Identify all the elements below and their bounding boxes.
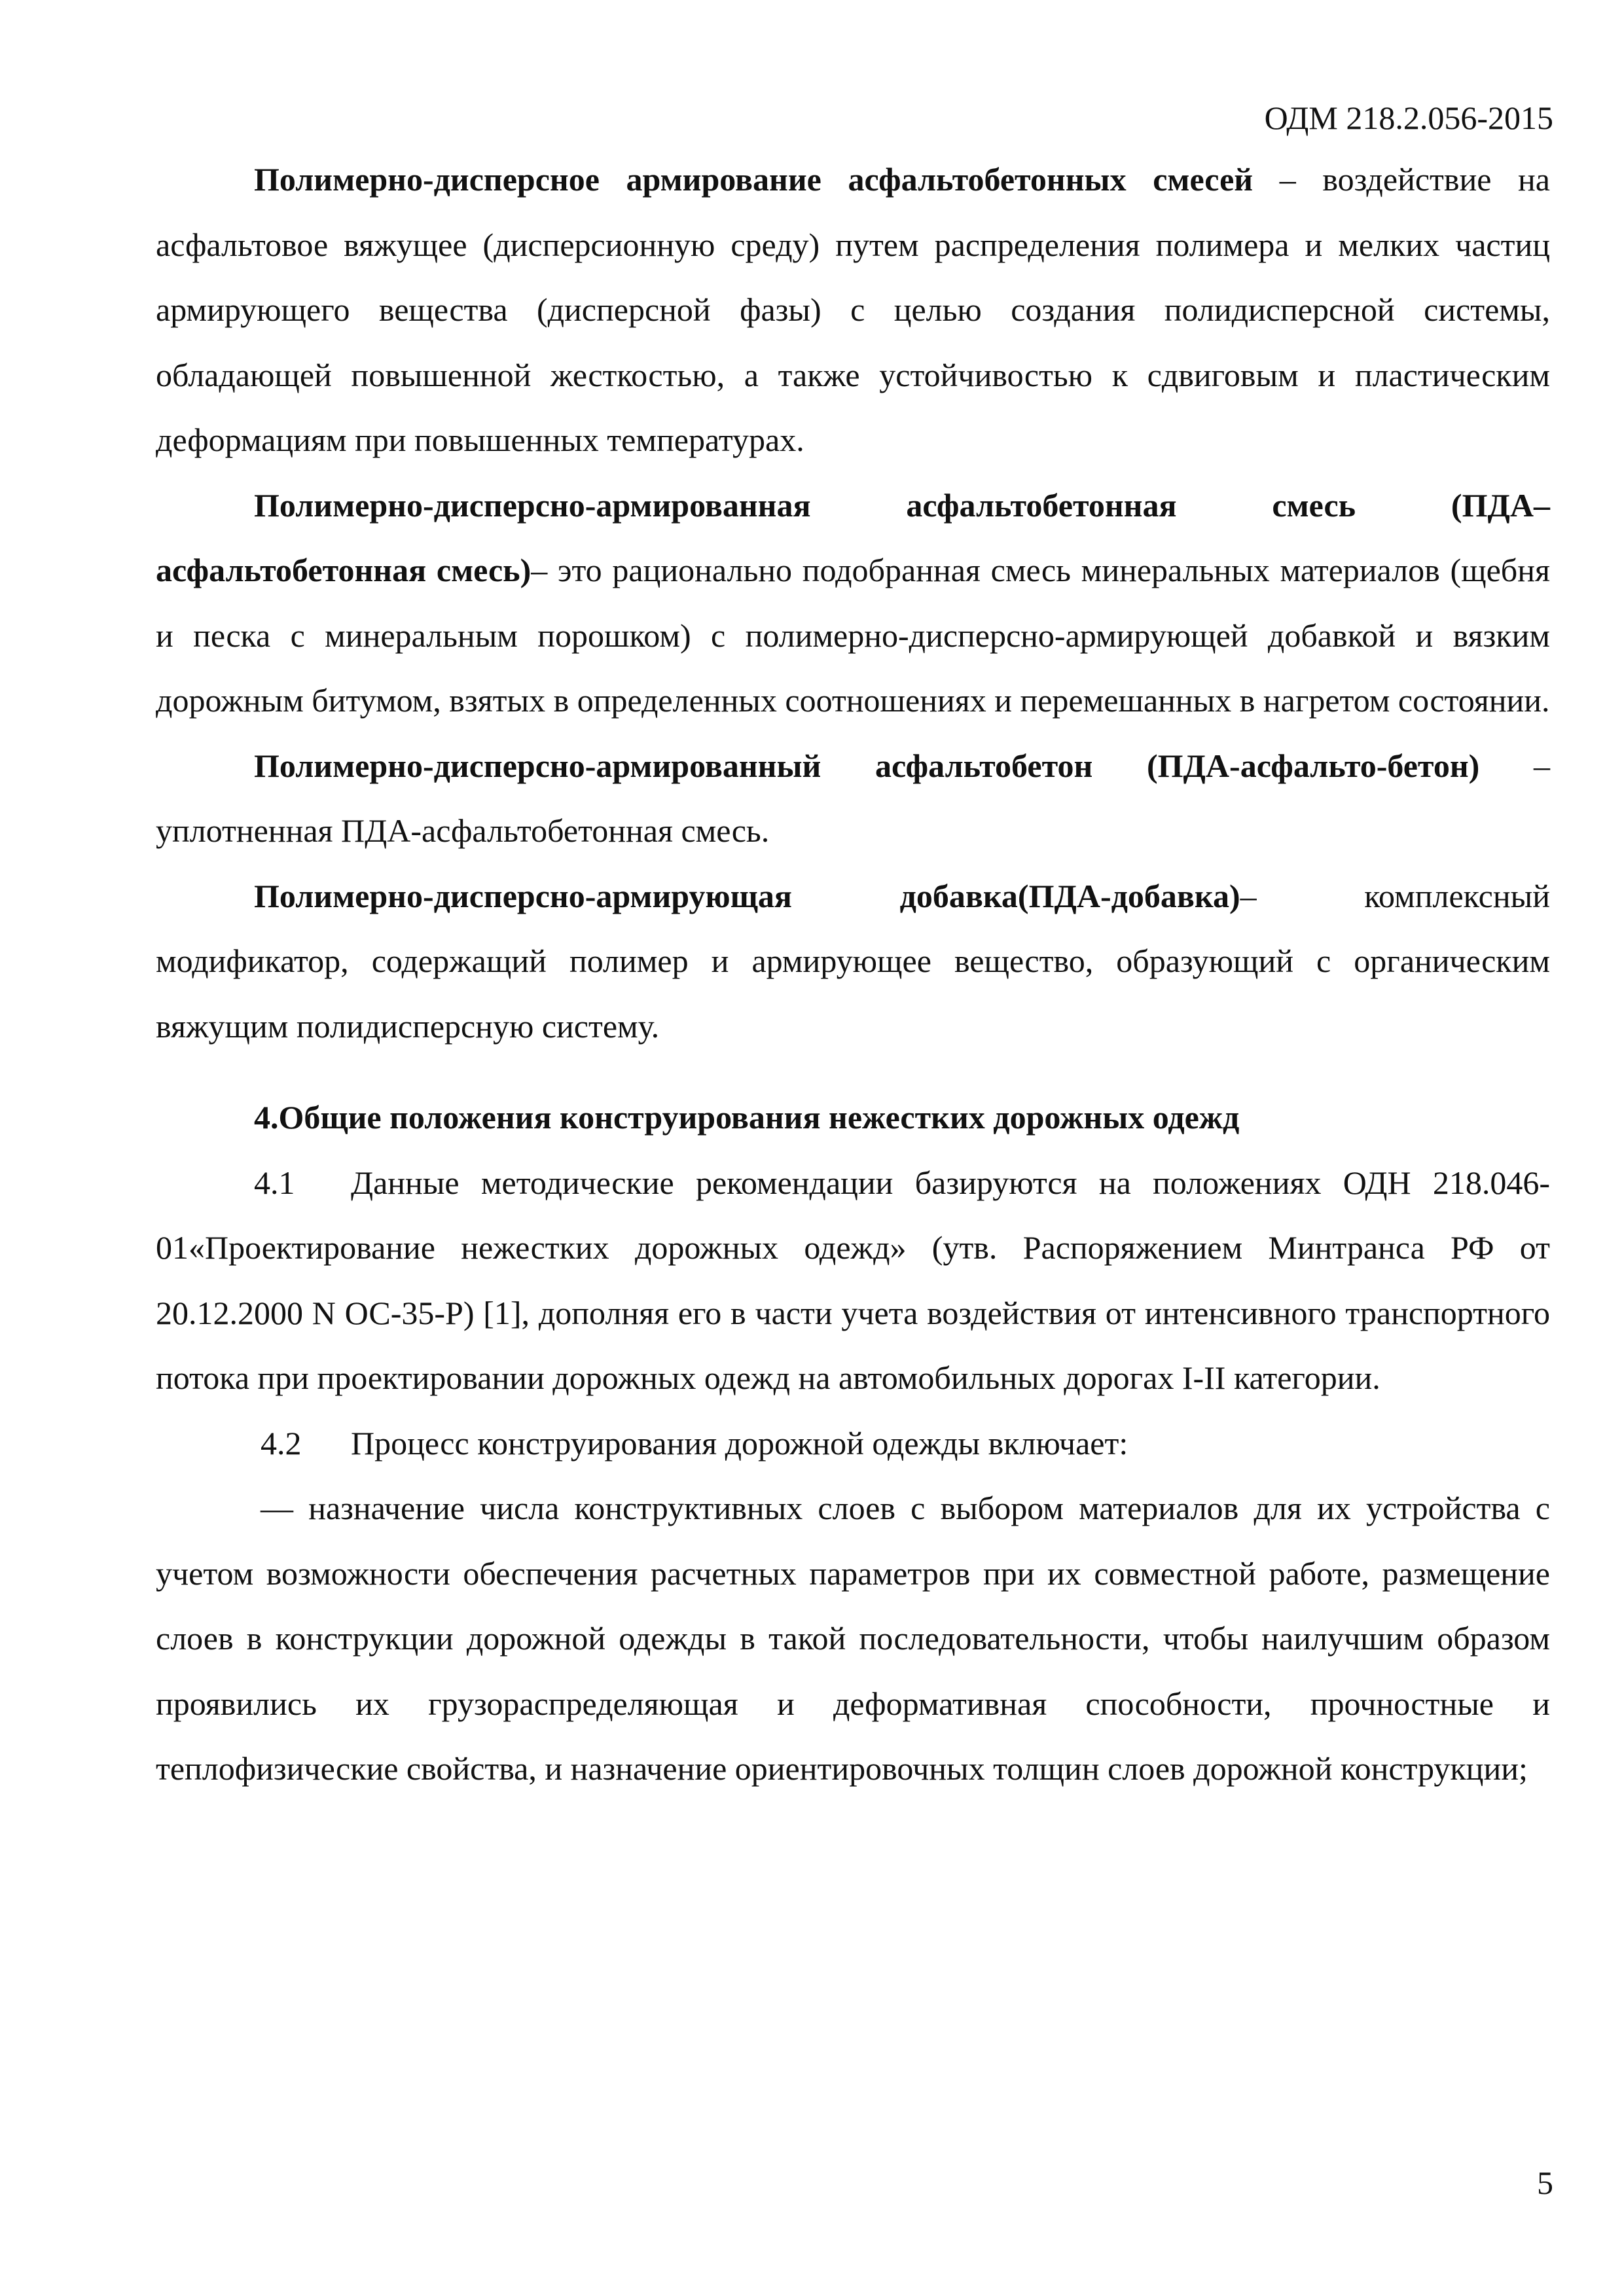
definition-1 [156,147,1550,473]
definition-4 [156,864,1550,1060]
definition-2 [156,473,1550,734]
definition-text: – воздействие на асфальтовое вяжущее (дисперсионную среду) путем распределения полимера и мелких частиц армирующего вещества (дисперсной фазы) с целью создания полидисперсной системы, обладающей повышенной жесткостью, а также устойчивостью к сдвиговым и пластическим деформациям при повышенных температурах. [156,161,1551,458]
clause-4-2 [156,1411,1550,1477]
list-item: — назначение числа конструктивных слоев с выбором материалов для их устройства с учетом возможности обеспечения расчетных параметров при их совместной работе, размещение слоев в конструкции дорожной одежды в такой последовательности, чтобы наилучшим образом проявились их грузораспределяющая и деформативная способности, прочностные и теплофизические свойства, и назначение ориентировочных толщин слоев дорожной конструкции; [156,1490,1550,1787]
definition-term: Полимерно-дисперсно-армирующая добавка(ПДА-добавка) [254,877,1240,914]
page-content [156,147,1550,1802]
definition-term: Полимерно-дисперсное армирование асфальтобетонных смесей [254,161,1254,198]
clause-text: Процесс конструирования дорожной одежды включает: [351,1424,1128,1462]
definition-3 [156,734,1550,864]
section-heading: 4.Общие положения конструирования нежестких дорожных одежд [254,1099,1240,1136]
clause-number: 4.2 [261,1424,302,1462]
clause-text: Данные методические рекомендации базируются на положениях ОДН 218.046-01«Проектирование нежестких дорожных одежд» (утв. Распоряжением Минтранса РФ от 20.12.2000 N ОС-35-Р) [1], дополняя его в части учета воздействия от интенсивного транспортного потока при проектировании дорожных одежд на автомобильных дорогах I-II категории. [156,1164,1550,1396]
clause-number: 4.1 [254,1164,295,1201]
clause-4-1 [156,1151,1550,1411]
definition-text: – это рационально подобранная смесь минеральных материалов (щебня и песка с минеральным порошком) с полимерно-дисперсно-армирующей добавкой и вязким дорожным битумом, взятых в определенных соотношениях и перемешанных в нагретом состоянии. [156,552,1551,719]
definition-term: Полимерно-дисперсно-армированная асфальтобетонная смесь (ПДА–асфальтобетонная смесь) [156,486,1550,588]
page-number: 5 [1537,2164,1553,2201]
document-code: ОДМ 218.2.056-2015 [1264,99,1553,136]
definition-term: Полимерно-дисперсно-армированный асфальтобетон (ПДА-асфальто-бетон) [254,747,1480,784]
definition-text: – комплексный модификатор, содержащий полимер и армирующее вещество, образующий с органическим вяжущим полидисперсную систему. [156,877,1550,1045]
definition-text: – уплотненная ПДА-асфальтобетонная смесь. [156,747,1550,849]
